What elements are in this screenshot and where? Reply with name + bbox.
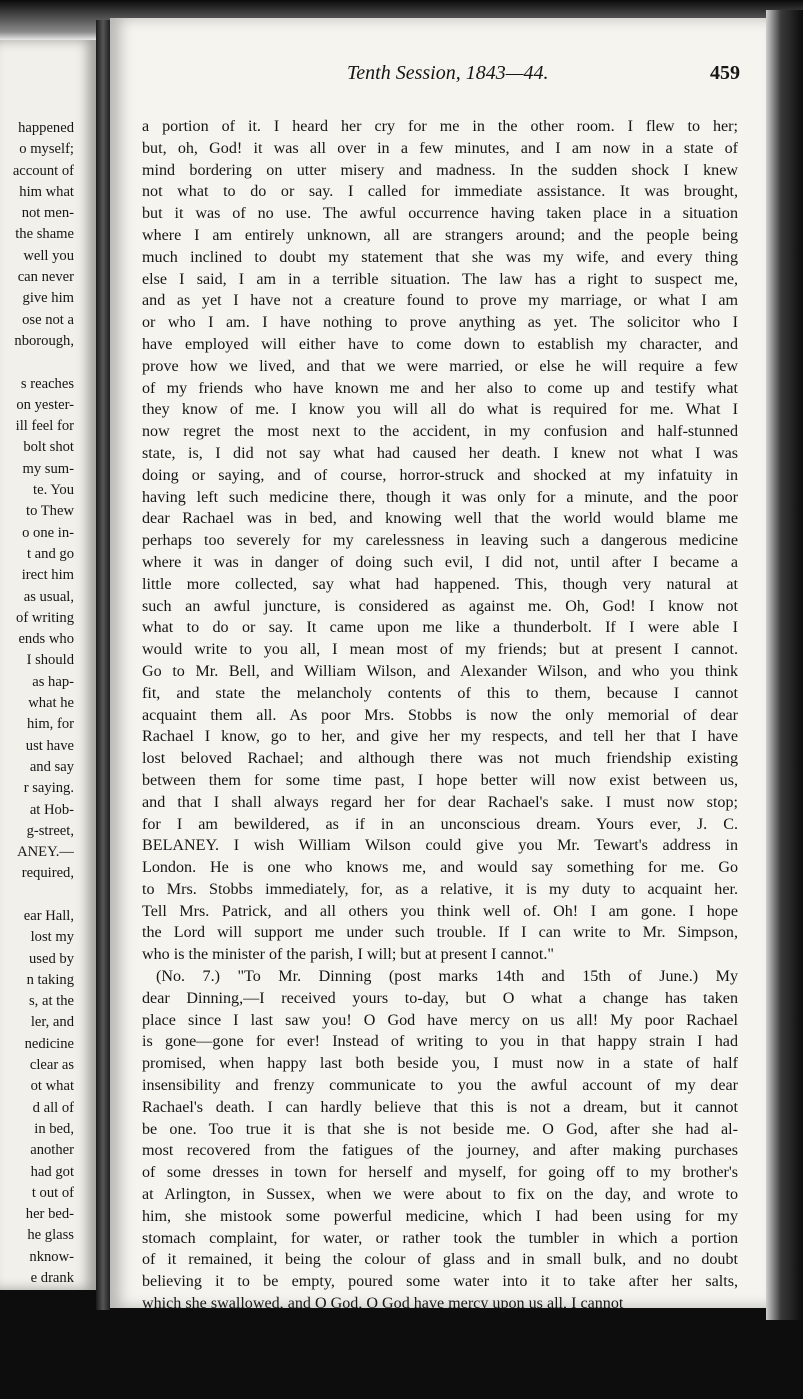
body-text — [142, 116, 738, 1315]
left-page-line: account of — [12, 162, 74, 179]
left-page-line: s, at the — [29, 993, 74, 1010]
text-line: dear Rachael was in bed, and knowing well that the world would blame me — [142, 510, 738, 528]
left-page-line: o one in- — [22, 524, 74, 541]
text-line: Rachael I know, go to her, and give her my respects, and tell her that I have — [142, 728, 738, 746]
scan-right-edge — [766, 10, 803, 1320]
left-page-line: and say — [29, 758, 74, 775]
text-line: of some dresses in town for herself and myself, for going off to my brother's — [142, 1164, 738, 1182]
left-page-line: d all of — [32, 1099, 74, 1116]
text-line: having left such medicine there, though it was only for a minute, and the poor — [142, 488, 738, 506]
left-page-text-column — [0, 118, 74, 1289]
text-line: little more collected, say what had happened. This, though very natural at — [142, 575, 738, 593]
left-page-line: give him — [22, 290, 74, 307]
left-page-line: him what — [19, 183, 74, 200]
book-gutter — [96, 20, 110, 1310]
text-line: place since I last saw you! O God have mercy on us all! My poor Rachael — [142, 1011, 738, 1029]
text-line: insensibility and frenzy communicate to you the awful account of my dear — [142, 1077, 738, 1095]
left-page-line: lost my — [30, 929, 74, 946]
left-page-line: had got — [30, 1163, 74, 1180]
text-line: (No. 7.) "To Mr. Dinning (post marks 14th and 15th of June.) My — [156, 968, 738, 986]
text-line: much inclined to doubt my statement that she was my wife, and every thing — [142, 248, 738, 266]
left-page-line: irect him — [21, 567, 74, 584]
text-line: now regret the most next to the accident, in my confusion and half-stunned — [142, 423, 738, 441]
left-page-line: used by — [29, 950, 74, 967]
text-line: Tell Mrs. Patrick, and all others you think well of. Oh! I am gone. I hope — [142, 902, 738, 920]
left-page-line: e drank — [30, 1270, 74, 1287]
left-page-line: he glass — [27, 1227, 74, 1244]
text-line: where it was in danger of doing such evil, I did not, until after I became a — [142, 553, 738, 571]
left-page-line: my sum- — [22, 460, 74, 477]
text-line: acquaint them all. As poor Mrs. Stobbs is now the only memorial of dear — [142, 706, 738, 724]
left-page-line: as hap- — [32, 673, 74, 690]
text-line: but it was of no use. The awful occurrence having taken place in a situation — [142, 205, 738, 223]
running-head: Tenth Session, 1843—44. — [347, 62, 549, 84]
left-page-line: t out of — [31, 1184, 74, 1201]
left-page-line: another — [30, 1142, 74, 1159]
left-page-line: in bed, — [34, 1120, 74, 1137]
text-line: BELANEY. I wish William Wilson could give you Mr. Tewart's address in — [142, 837, 738, 855]
left-page-line — [0, 352, 74, 373]
text-line: the Lord will support me under such trouble. If I can write to Mr. Simpson, — [142, 924, 738, 942]
text-line: believing it to be empty, poured some water into it to take after her salts, — [142, 1273, 738, 1291]
left-page-line: well you — [23, 247, 74, 264]
text-line: else I said, I am in a terrible situation. The law has a right to suspect me, — [142, 270, 738, 288]
text-line: Rachael's death. I can hardly believe that this is not a dream, but it cannot — [142, 1098, 738, 1116]
text-line: doing or saying, and of course, horror-struck and shocked at my infatuity in — [142, 466, 738, 484]
left-page-line: te. You — [33, 482, 74, 499]
text-line: not what to do or say. I called for immediate assistance. It was brought, — [142, 183, 738, 201]
text-line: is gone—gone for ever! Instead of writing to you in that happy strain I had — [142, 1033, 738, 1051]
left-page-line: ust have — [25, 737, 74, 754]
left-page-line: ose not a — [22, 311, 74, 328]
left-page-line: her bed- — [25, 1206, 74, 1223]
left-page-line: clear as — [29, 1057, 74, 1074]
left-page-line: ANEY.— — [17, 844, 74, 861]
text-line: and that I shall always regard her for dear Rachael's sake. I must now stop; — [142, 793, 738, 811]
text-line: who is the minister of the parish, I will; but at present I cannot." — [142, 946, 554, 964]
left-page-line: required, — [21, 865, 74, 882]
left-page-line: bolt shot — [23, 439, 74, 456]
text-line: they know of me. I know you will all do what is required for me. What I — [142, 401, 738, 419]
text-line: stomach complaint, for water, or rather took the tumbler in which a portion — [142, 1229, 738, 1247]
text-line: lost beloved Rachael; and although there was not much friendship existing — [142, 750, 738, 768]
text-line: of it remained, it being the colour of glass and in small bulk, and no doubt — [142, 1251, 738, 1269]
left-page-line: nedicine — [24, 1035, 74, 1052]
text-line: such an awful juncture, is considered as against me. Oh, God! I know not — [142, 597, 738, 615]
left-page-line: him, for — [26, 716, 74, 733]
left-page-line: at Hob- — [29, 801, 74, 818]
text-line: to Mrs. Stobbs immediately, for, as a relative, it is my duty to acquaint her. — [142, 880, 738, 898]
text-line: perhaps too severely for my carelessness in leaving such a dangerous medicine — [142, 532, 738, 550]
left-page-line: the shame — [15, 226, 74, 243]
left-page-line: of writing — [16, 609, 74, 626]
text-line: of my friends who have known me and her also to come up and testify what — [142, 379, 738, 397]
text-line: promised, when happy last both beside you, I must now in a state of half — [142, 1055, 738, 1073]
text-line: where I am entirely unknown, all are strangers around; and the people being — [142, 226, 738, 244]
text-line: state, is, I did not say what had caused her death. I knew not what I was — [142, 444, 738, 462]
text-line: London. He is one who knows me, and would say something for me. Go — [142, 859, 738, 877]
text-line: which she swallowed, and O God, O God have mercy upon us all, I cannot — [142, 1295, 624, 1313]
left-page-line: s reaches — [20, 375, 74, 392]
left-page-line: not men- — [21, 205, 74, 222]
text-line: have employed will either have to come down to establish my character, and — [142, 335, 738, 353]
text-line: be one. Too true it is that she is not beside me. O God, after she had al- — [142, 1120, 738, 1138]
left-page-line — [0, 885, 74, 906]
left-page-line: I should — [26, 652, 74, 669]
left-page-line: o myself; — [19, 141, 74, 158]
text-line: dear Dinning,—I received yours to-day, but O what a change has taken — [142, 989, 738, 1007]
left-page-line: what he — [28, 695, 74, 712]
text-line: a portion of it. I heard her cry for me in the other room. I flew to her; — [142, 118, 738, 135]
text-line: prove how we lived, and that we were married, or else he will require a few — [142, 357, 738, 375]
left-page-line: ot what — [30, 1078, 74, 1095]
text-line: Go to Mr. Bell, and William Wilson, and Alexander Wilson, and who you think — [142, 662, 738, 680]
text-line: would write to you all, I mean most of my friends; but at present I cannot. — [142, 641, 738, 659]
text-line: at Arlington, in Sussex, when we were about to fix on the day, and wrote to — [142, 1186, 738, 1204]
left-facing-page — [0, 40, 96, 1290]
left-page-line: t and go — [26, 545, 74, 562]
left-page-line: as usual, — [23, 588, 74, 605]
text-line: most recovered from the fatigues of the journey, and after making purchases — [142, 1142, 738, 1160]
left-page-line: r saying. — [23, 780, 74, 797]
left-page-line: ler, and — [30, 1014, 74, 1031]
left-page-line: on yester- — [16, 396, 74, 413]
text-line: what to do or say. It came upon me like a thunderbolt. If I were able I — [142, 619, 738, 637]
left-page-line: ear Hall, — [23, 907, 74, 924]
text-line: between them for some time past, I hope better will now exist between us, — [142, 771, 738, 789]
left-page-line: g-street, — [26, 822, 74, 839]
left-page-line: to Thew — [26, 503, 74, 520]
left-page-line: ends who — [18, 631, 74, 648]
left-page-line: nknow- — [29, 1248, 74, 1265]
text-line: mind bordering on utter misery and madness. In the sudden shock I knew — [142, 161, 738, 179]
left-page-line: nborough, — [14, 332, 74, 349]
page-header — [142, 60, 742, 96]
text-line: him, she mistook some powerful medicine, which I had been using for my — [142, 1207, 738, 1225]
left-page-line: n taking — [26, 971, 74, 988]
text-line: for I am bewildered, as if in an unconscious dream. Yours ever, J. C. — [142, 815, 738, 833]
left-page-line: ill feel for — [15, 418, 74, 435]
text-line: fit, and state the melancholy contents of this to them, because I cannot — [142, 684, 738, 702]
text-line: but, oh, God! it was all over in a few minutes, and I am now in a state of — [142, 139, 738, 157]
left-page-line: happened — [18, 120, 74, 136]
text-line: or who I am. I have nothing to prove anything as yet. The solicitor who I — [142, 314, 738, 332]
text-line: and as yet I have not a creature found to prove my marriage, or what I am — [142, 292, 738, 310]
page-number: 459 — [710, 62, 740, 84]
left-page-line: can never — [17, 269, 74, 286]
